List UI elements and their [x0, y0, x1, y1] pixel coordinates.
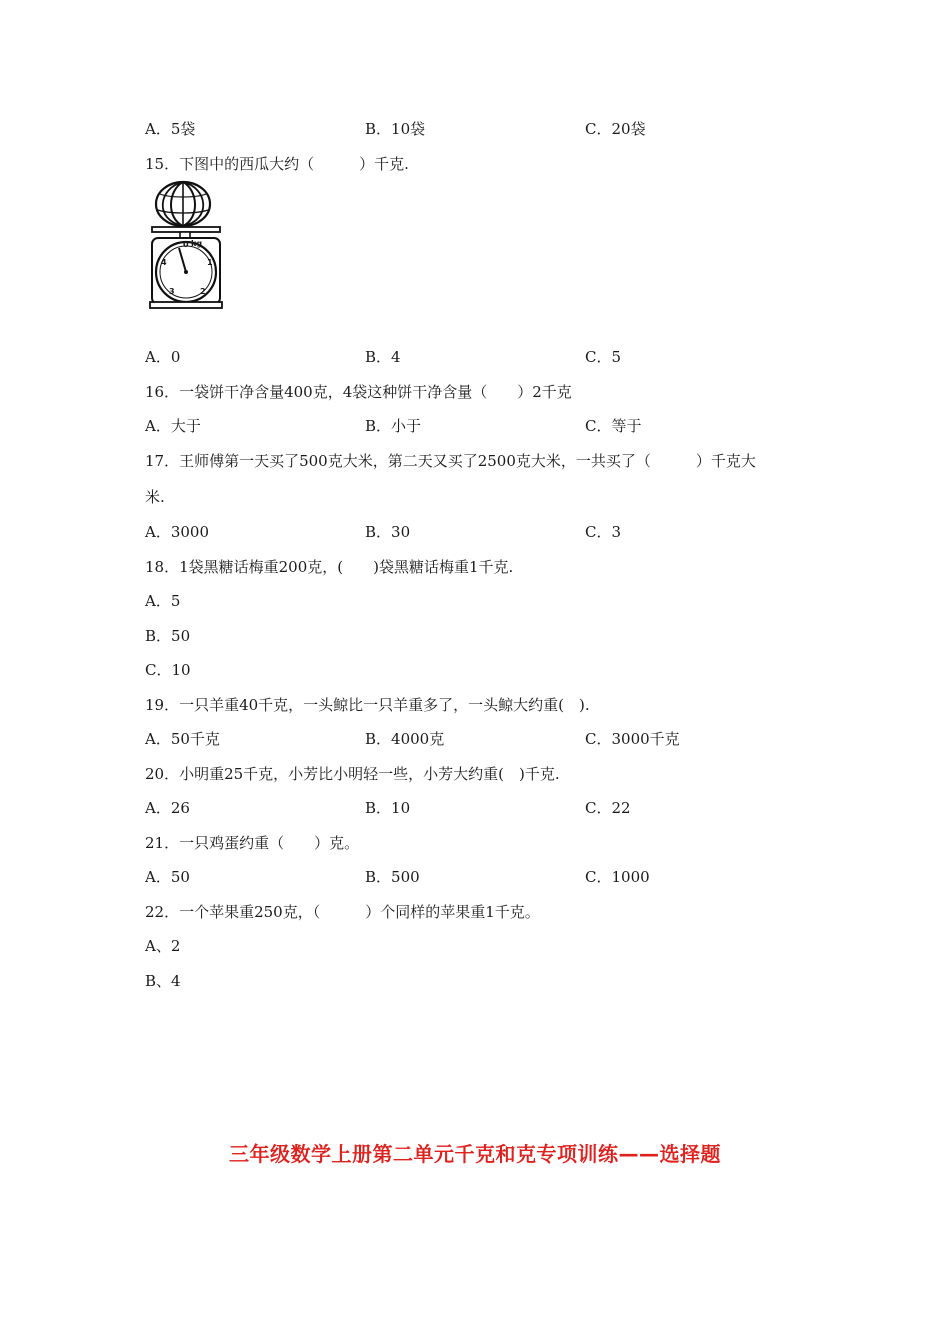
- q19-options: [0, 728, 950, 750]
- q17-text: 17．王师傅第一天买了500克大米，第二天又买了2500克大米，一共买了（ ）千克大: [145, 452, 756, 470]
- q20-option-a: A．26: [145, 799, 190, 817]
- q21-option-c: C．1000: [585, 868, 650, 886]
- q20-options: [0, 797, 950, 819]
- q17-option-c: C．3: [585, 523, 622, 541]
- q16-question: [0, 381, 950, 403]
- scale-unit-label: kg: [191, 239, 203, 248]
- q14-option-b: B．10袋: [365, 120, 426, 138]
- q15-text: 15．下图中的西瓜大约（ ）千克.: [145, 155, 409, 173]
- q17-text-continued: 米.: [145, 488, 165, 506]
- q22-option-a: A、2: [145, 937, 181, 955]
- scale-number-2: 2: [200, 287, 206, 296]
- scale-number-3: 3: [169, 287, 175, 296]
- q15-option-b: B．4: [365, 348, 401, 366]
- q21-text: 21．一只鸡蛋约重（ ）克。: [145, 834, 360, 852]
- q18-text: 18．1袋黑糖话梅重200克，( )袋黑糖话梅重1千克.: [145, 558, 514, 576]
- q21-option-b: B．500: [365, 868, 420, 886]
- q18-question: [0, 556, 950, 578]
- watermelon-on-scale-icon: [148, 180, 228, 312]
- q20-question: [0, 763, 950, 785]
- q17-question: [0, 450, 950, 472]
- q17-option-a: A．3000: [145, 523, 210, 541]
- section-title: 三年级数学上册第二单元千克和克专项训练——选择题: [229, 1142, 721, 1166]
- q17-option-b: B．30: [365, 523, 411, 541]
- q22-option-b: B、4: [145, 972, 181, 990]
- q19-option-c: C．3000千克: [585, 730, 680, 748]
- q16-options: [0, 415, 950, 437]
- q19-text: 19．一只羊重40千克，一头鲸比一只羊重多了，一头鲸大约重( ).: [145, 696, 590, 714]
- q18-option-b: B．50: [145, 627, 191, 645]
- q21-options: [0, 866, 950, 888]
- q16-option-c: C．等于: [585, 417, 642, 435]
- q19-option-b: B．4000克: [365, 730, 445, 748]
- scale-number-4: 4: [161, 258, 167, 267]
- q18-option-a: A．5: [145, 592, 181, 610]
- q14-options: [0, 118, 950, 140]
- q18-option-b-row: [0, 625, 950, 647]
- q22-option-a-row: [0, 935, 950, 957]
- q16-text: 16．一袋饼干净含量400克，4袋这种饼干净含量（ ）2千克: [145, 383, 572, 401]
- q14-option-a: A．5袋: [145, 120, 196, 138]
- q22-text: 22．一个苹果重250克，（ ）个同样的苹果重1千克。: [145, 903, 540, 921]
- q22-question: [0, 901, 950, 923]
- q19-option-a: A．50千克: [145, 730, 220, 748]
- q20-text: 20．小明重25千克，小芳比小明轻一些，小芳大约重( )千克.: [145, 765, 560, 783]
- q15-options: [0, 346, 950, 368]
- q17-question-continued: [0, 486, 950, 508]
- q16-option-b: B．小于: [365, 417, 422, 435]
- q22-option-b-row: [0, 970, 950, 992]
- scale-number-0: 0: [183, 240, 189, 249]
- q19-question: [0, 694, 950, 716]
- q21-option-a: A．50: [145, 868, 190, 886]
- q18-option-a-row: [0, 590, 950, 612]
- q18-option-c: C．10: [145, 661, 191, 679]
- q16-option-a: A．大于: [145, 417, 201, 435]
- q15-question: [0, 153, 950, 175]
- q18-option-c-row: [0, 659, 950, 681]
- q15-option-c: C．5: [585, 348, 622, 366]
- q21-question: [0, 832, 950, 854]
- q20-option-b: B．10: [365, 799, 411, 817]
- q20-option-c: C．22: [585, 799, 631, 817]
- q14-option-c: C．20袋: [585, 120, 646, 138]
- q17-options: [0, 521, 950, 543]
- scale-number-1: 1: [207, 258, 213, 267]
- q15-option-a: A．0: [145, 348, 181, 366]
